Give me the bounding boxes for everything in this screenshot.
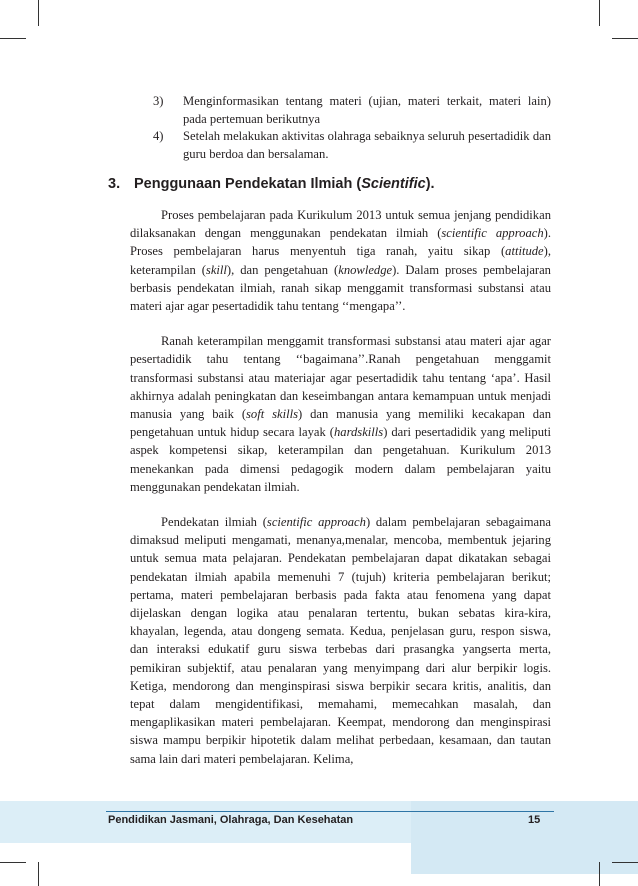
section-number: 3. [108,176,121,192]
paragraph-text: ) dan manusia yang memiliki kecakapan dan pengetahuan untuk hidup secara layak ( [130,407,551,440]
paragraph-text: Pendekatan ilmiah ( [161,515,267,530]
paragraph-italic-term: knowledge [338,262,393,277]
paragraph-text: ), keterampilan ( [130,244,551,277]
footer-book-title: Pendidikan Jasmani, Olahraga, Dan Kesehatan [108,814,354,826]
crop-mark-top-left-v [38,0,39,26]
paragraph-text: ) dalam pembelajaran sebagaimana dimaksud meliputi mengamati, menanya,menalar, mencoba, membentuk jejaring untuk semua mata pelajaran. Pendekatan pembelajaran dapat dikatakan sebagai pendekatan ilmiah apabila memenuhi 7 (tujuh) kriteria pembelajaran berikut; pertama, materi pembelajaran berbasis pada fakta atau fenomena yang dapat dijelaskan dengan logika atau penalaran tertentu, bukan sebatas kira-kira, khayalan, legenda, atau dongeng semata. Kedua, penjelasan guru, respon siswa, dan interaksi edukatif guru siswa terbebas dari prasangka yangserta merta, pemikiran subjektif, atau penalaran yang menyimpang dari alur berpikir logis. Ketiga, mendorong dan menginspirasi siswa berpikir secara kritis, analitis, dan tepat dalam mengidentifikasi, memahami, memecahkan masalah, dan mengaplikasikan materi pembelajaran. Keempat, mendorong dan menginspirasi siswa mampu berpikir hipotetik dalam melihat perbedaan, kesamaan, dan tautan sama lain dari materi pembelajaran. Kelima, [130,515,551,766]
paragraph-text: Proses pembelajaran pada Kurikulum 2013 untuk semua jenjang pendidikan dilaksanakan dengan menggunakan pendekatan ilmiah ( [130,208,551,241]
list-item-text: Menginformasikan tentang materi (ujian, materi terkait, materi lain) pada pertemuan berikutnya [183,94,551,126]
paragraph-1 [130,206,551,315]
paragraph-italic-term: skill [205,262,227,277]
crop-mark-top-right-v [599,0,600,26]
crop-mark-bottom-left-h [0,862,26,863]
paragraph-italic-term: scientific approach [441,226,544,241]
footer-rule [106,811,554,812]
list-item-number: 4) [153,129,164,144]
crop-mark-bottom-right-v [599,862,600,886]
section-title-text: Penggunaan Pendekatan Ilmiah ( [134,176,362,192]
paragraph-3 [130,513,551,768]
paragraph-italic-term: soft skills [246,407,298,422]
paragraph-italic-term: attitude [505,244,544,259]
list-item [153,93,551,128]
paragraph-text: Ranah keterampilan menggamit transformasi substansi atau materi ajar agar pesertadidik tahu tentang ‘‘bagaimana’’.Ranah pengetahuan menggamit transformasi substansi atau materiajar agar pesertadidik tahu tentang ‘apa’. Hasil akhirnya adalah peningkatan dan keseimbangan antara kemampuan untuk menjadi manusia yang baik ( [130,334,551,422]
paragraph-text: ), dan pengetahuan ( [226,262,339,277]
paragraph-italic-term: scientific approach [266,515,366,530]
crop-mark-top-right-h [612,38,638,39]
list-item-number: 3) [153,94,164,108]
crop-mark-bottom-left-v [38,862,39,886]
list-item-text: Setelah melakukan aktivitas olahraga sebaiknya seluruh pesertadidik dan guru berdoa dan bersalaman. [183,129,551,161]
step-list [153,93,551,163]
section-title-end: ). [425,176,435,192]
paragraph-text: ) dari pesertadidik yang meliputi aspek kompetensi sikap, keterampilan dan pengetahuan. Kurikulum 2013 menekankan pada dimensi pedagogik modern dalam pembelajaran yaitu menggunakan pendekatan ilmiah. [130,425,551,494]
section-heading [108,176,435,192]
paragraph-text: ). Proses pembelajaran harus menyentuh tiga ranah, yaitu sikap ( [130,226,551,259]
paragraph-text: ). Dalam proses pembelajaran berbasis pendekatan ilmiah, ranah sikap menggamit transformasi substansi atau materi ajar agar pesertadidik tahu tentang ‘‘mengapa’’. [130,262,551,314]
section-title-italic: Scientific [361,176,426,192]
paragraph-2 [130,332,551,496]
crop-mark-top-left-h [0,38,26,39]
crop-mark-bottom-right-h [612,862,638,863]
page-number: 15 [528,814,541,826]
list-item [153,128,551,163]
paragraph-italic-term: hardskills [333,425,384,440]
body-text [130,206,551,785]
